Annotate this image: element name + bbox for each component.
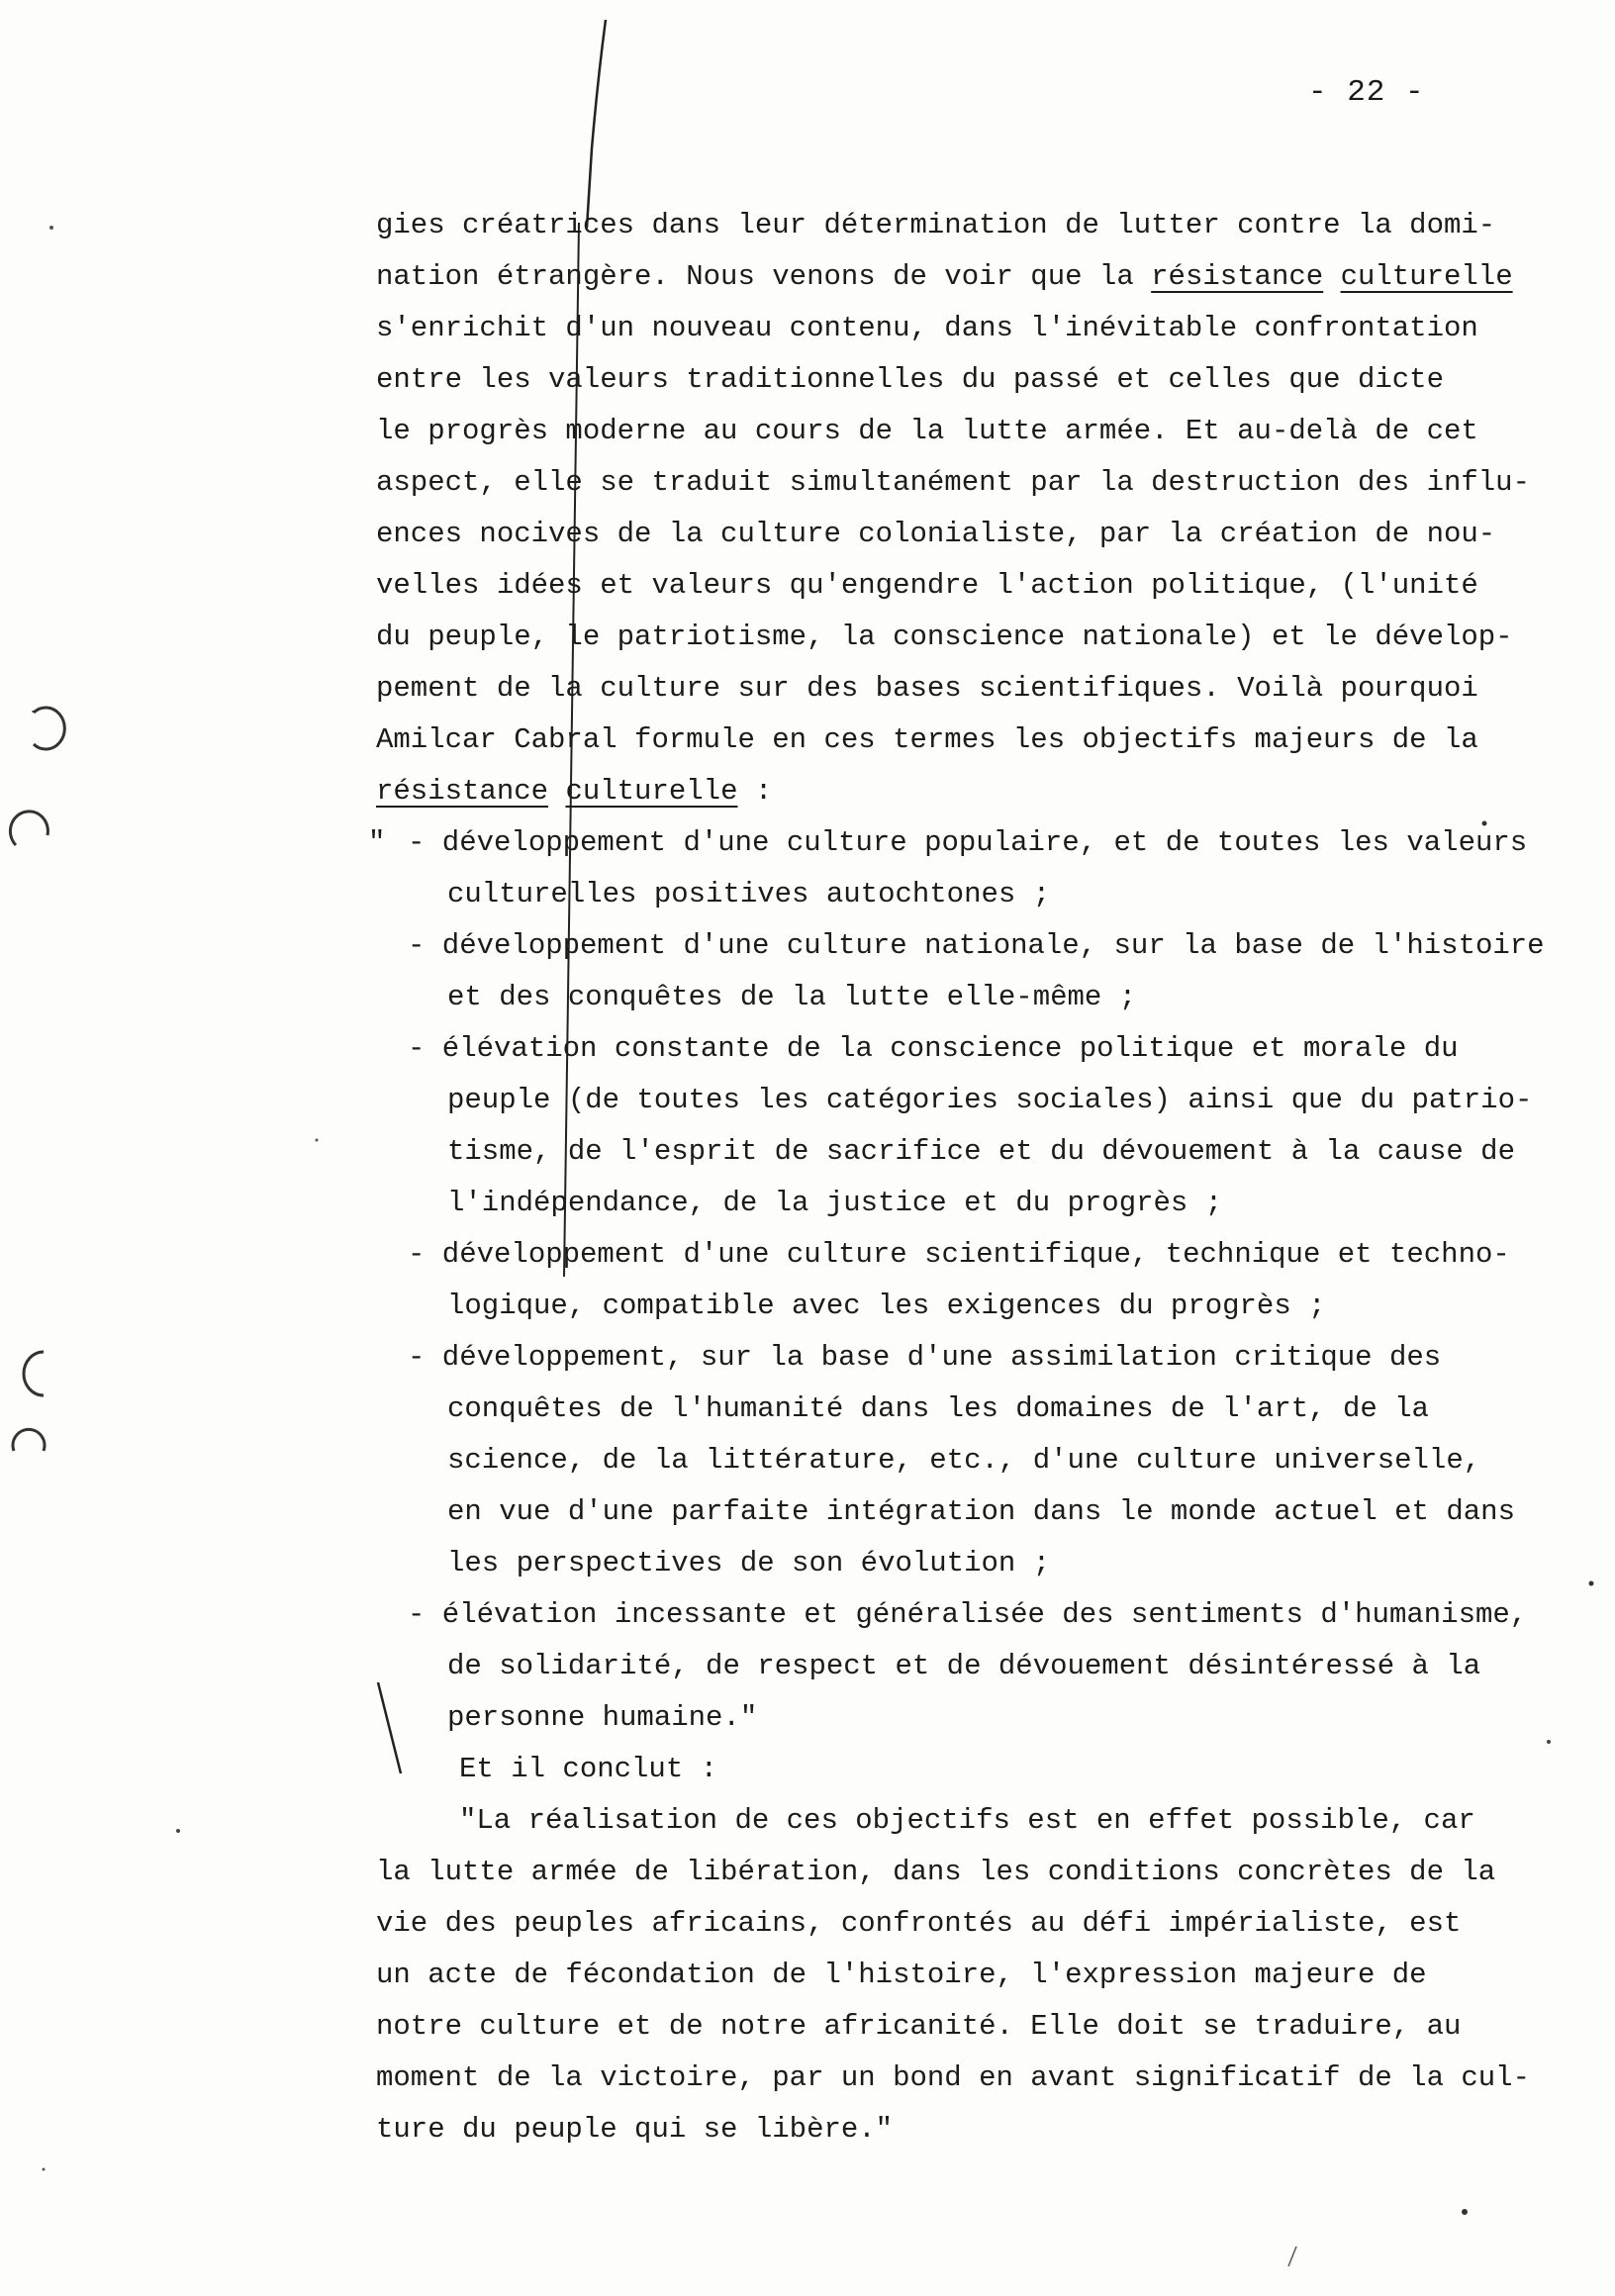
quote-line: moment de la victoire, par un bond en avant significatif de la cul-	[376, 2061, 1530, 2094]
opening-quote: "	[368, 826, 386, 859]
underlined-term: résistance	[1151, 260, 1324, 293]
paragraph-line	[376, 259, 1513, 295]
underlined-term: culturelle	[565, 775, 738, 808]
paragraph-line: du peuple, le patriotisme, la conscience nationale) et le dévelop-	[376, 621, 1513, 653]
list-item-line: - développement d'une culture nationale, sur la base de l'histoire	[408, 929, 1545, 962]
paragraph-line: le progrès moderne au cours de la lutte armée. Et au-delà de cet	[376, 415, 1478, 447]
list-item-line: - développement d'une culture scientifique, technique et techno-	[408, 1238, 1510, 1271]
binder-hole-mark	[24, 1352, 44, 1395]
binder-hole-mark	[10, 812, 48, 845]
paragraph-line	[376, 774, 772, 810]
page-number: - 22 -	[1308, 75, 1425, 110]
quote-line: un acte de fécondation de l'histoire, l'expression majeure de	[376, 1959, 1427, 1991]
conclusion-intro: Et il conclut :	[459, 1753, 718, 1785]
underlined-term: culturelle	[1340, 260, 1513, 293]
list-item-line: - élévation constante de la conscience politique et morale du	[408, 1032, 1459, 1065]
paragraph-line: Amilcar Cabral formule en ces termes les objectifs majeurs de la	[376, 723, 1478, 756]
list-item-line: et des conquêtes de la lutte elle-même ;	[447, 981, 1137, 1013]
paragraph-line: aspect, elle se traduit simultanément par la destruction des influ-	[376, 466, 1530, 499]
binder-hole-mark	[13, 1429, 45, 1451]
list-item-line: - élévation incessante et généralisée des sentiments d'humanisme,	[408, 1598, 1528, 1631]
list-item-line: - développement, sur la base d'une assimilation critique des	[408, 1341, 1442, 1374]
paragraph-line-text: nation étrangère. Nous venons de voir que la	[376, 260, 1152, 293]
list-item-line: les perspectives de son évolution ;	[447, 1547, 1051, 1579]
quote-line: la lutte armée de libération, dans les conditions concrètes de la	[376, 1856, 1496, 1888]
list-item-line: personne humaine."	[447, 1701, 758, 1734]
list-item-line: - développement d'une culture populaire, et de toutes les valeurs	[408, 826, 1528, 859]
underlined-term: résistance	[376, 775, 549, 808]
list-item-line: l'indépendance, de la justice et du progrès ;	[447, 1187, 1223, 1219]
quote-line: vie des peuples africains, confrontés au défi impérialiste, est	[376, 1907, 1462, 1940]
quote-line: notre culture et de notre africanité. Elle doit se traduire, au	[376, 2010, 1462, 2043]
paragraph-line: ences nocives de la culture colonialiste, par la création de nou-	[376, 518, 1496, 550]
list-item-line: peuple (de toutes les catégories sociales) ainsi que du patrio-	[447, 1084, 1533, 1116]
list-item-line: culturelles positives autochtones ;	[447, 878, 1051, 910]
margin-pen-stroke	[378, 1682, 401, 1773]
paragraph-line: gies créatrices dans leur détermination de lutter contre la domi-	[376, 209, 1496, 241]
list-item-line: logique, compatible avec les exigences du progrès ;	[447, 1290, 1326, 1322]
list-item-line: conquêtes de l'humanité dans les domaines de l'art, de la	[447, 1392, 1429, 1425]
paragraph-line: entre les valeurs traditionnelles du passé et celles que dicte	[376, 363, 1444, 396]
list-item-line: science, de la littérature, etc., d'une culture universelle,	[447, 1444, 1481, 1477]
paragraph-line: pement de la culture sur des bases scientifiques. Voilà pourquoi	[376, 672, 1478, 705]
list-item-line: en vue d'une parfaite intégration dans le monde actuel et dans	[447, 1495, 1515, 1528]
paragraph-line-text: :	[737, 775, 773, 808]
list-item-line: de solidarité, de respect et de dévouement désintéressé à la	[447, 1650, 1481, 1682]
paragraph-line: velles idées et valeurs qu'engendre l'action politique, (l'unité	[376, 569, 1478, 602]
margin-pen-line	[587, 20, 606, 228]
quote-line: "La réalisation de ces objectifs est en effet possible, car	[459, 1804, 1475, 1837]
list-item-line: tisme, de l'esprit de sacrifice et du dévouement à la cause de	[447, 1135, 1515, 1168]
binder-hole-mark	[34, 708, 64, 749]
quote-line: ture du peuple qui se libère."	[376, 2113, 894, 2146]
paragraph-line: s'enrichit d'un nouveau contenu, dans l'inévitable confrontation	[376, 312, 1478, 344]
